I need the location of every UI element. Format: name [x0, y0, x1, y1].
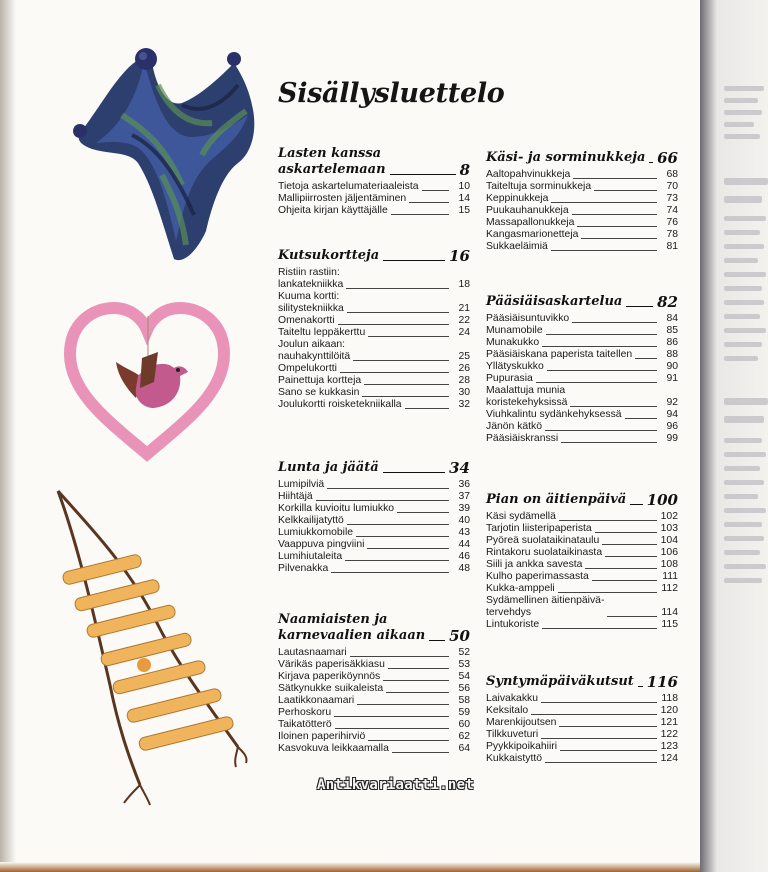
leader-line — [558, 592, 657, 593]
leader-line — [356, 536, 449, 537]
entry-title: Aaltopahvinukkeja — [486, 169, 571, 180]
leader-line — [350, 656, 449, 657]
section-heading[interactable] — [486, 150, 678, 166]
leader-line — [595, 532, 657, 533]
section-title: Käsi- ja sorminukkeja — [486, 150, 646, 165]
toc-entry[interactable] — [486, 385, 678, 409]
section-page-number: 16 — [449, 247, 470, 265]
leader-line — [383, 260, 445, 261]
entry-page-number: 10 — [458, 181, 470, 192]
entry-page-number: 28 — [458, 375, 470, 386]
entry-page-number: 59 — [458, 707, 470, 718]
toc-entry[interactable] — [486, 433, 678, 445]
entry-title: Kelkkailijatyttö — [278, 515, 344, 526]
entry-title: Kangasmarionetteja — [486, 229, 579, 240]
entry-page-number: 22 — [458, 315, 470, 326]
entry-page-number: 30 — [458, 387, 470, 398]
entry-title: Pääsiäisuntuvikko — [486, 313, 570, 324]
entry-title: Käsi sydämellä — [486, 511, 556, 522]
leader-line — [546, 334, 657, 335]
leader-line — [626, 306, 653, 307]
toc-entry[interactable] — [278, 719, 470, 731]
leader-line — [630, 504, 642, 505]
entry-title: Pääsiäiskana paperista taitellen — [486, 349, 633, 360]
entry-page-number: 115 — [661, 619, 678, 630]
entry-page-number: 54 — [458, 671, 470, 682]
leader-line — [397, 512, 449, 513]
entry-title: Viuhkalintu sydänkehyksessä — [486, 409, 622, 420]
toc-entry[interactable] — [278, 327, 470, 339]
heart-bird-illustration — [62, 302, 232, 462]
leader-line — [545, 762, 657, 763]
leader-line — [391, 214, 449, 215]
entry-title: Kukkaistyttö — [486, 753, 543, 764]
entry-page-number: 81 — [666, 241, 678, 252]
leader-line — [545, 430, 657, 431]
leader-line — [572, 322, 657, 323]
section-heading[interactable] — [278, 146, 470, 178]
entry-title: Omenakortti — [278, 315, 335, 326]
section-page-number: 100 — [646, 491, 678, 509]
toc-entry[interactable] — [278, 375, 470, 387]
entry-page-number: 120 — [660, 705, 678, 716]
leader-line — [338, 324, 449, 325]
toc-section — [278, 248, 470, 411]
entry-page-number: 64 — [458, 743, 470, 754]
entry-title: Ristiin rastiin: lankatekniikka — [278, 267, 344, 290]
toc-entry[interactable] — [486, 705, 678, 717]
leader-line — [536, 382, 657, 383]
leader-line — [422, 190, 449, 191]
leader-line — [368, 336, 449, 337]
marionette-illustration — [62, 45, 262, 275]
toc-entry[interactable] — [486, 193, 678, 205]
leader-line — [560, 750, 657, 751]
entry-title: Keksitalo — [486, 705, 529, 716]
toc-entry[interactable] — [486, 547, 678, 559]
entry-title: Sano se kukkasin — [278, 387, 360, 398]
entry-page-number: 73 — [666, 193, 678, 204]
entry-title: Siili ja ankka savesta — [486, 559, 583, 570]
entry-title: Munakukko — [486, 337, 540, 348]
entry-page-number: 14 — [458, 193, 470, 204]
entry-page-number: 58 — [458, 695, 470, 706]
toc-entry[interactable] — [278, 731, 470, 743]
toc-entry[interactable] — [486, 373, 678, 385]
entry-title: Tietoja askartelumateriaaleista — [278, 181, 419, 192]
toc-entry[interactable] — [278, 205, 470, 217]
entry-title: Taiteltu leppäkerttu — [278, 327, 366, 338]
entry-page-number: 76 — [666, 217, 678, 228]
leader-line — [602, 544, 657, 545]
entry-page-number: 15 — [458, 205, 470, 216]
leader-line — [386, 692, 449, 693]
toc-entry[interactable] — [278, 503, 470, 515]
toc-entry[interactable] — [486, 523, 678, 535]
entry-page-number: 32 — [458, 399, 470, 410]
leader-line — [551, 250, 657, 251]
toc-entry[interactable] — [278, 339, 470, 363]
toc-entry[interactable] — [486, 729, 678, 741]
entry-title: Tarjotin liisteripaperista — [486, 523, 592, 534]
entry-title: Taiteltuja sorminukkeja — [486, 181, 592, 192]
toc-entry[interactable] — [486, 325, 678, 337]
entry-title: Lumihiutaleita — [278, 551, 343, 562]
leader-line — [347, 524, 449, 525]
leader-line — [383, 472, 445, 473]
toc-entry[interactable] — [278, 659, 470, 671]
entry-page-number: 103 — [660, 523, 678, 534]
entry-page-number: 85 — [666, 325, 678, 336]
entry-page-number: 94 — [666, 409, 678, 420]
leader-line — [405, 408, 449, 409]
entry-title: Mallipiirrosten jäljentäminen — [278, 193, 407, 204]
entry-page-number: 112 — [661, 583, 678, 594]
toc-entry[interactable] — [486, 535, 678, 547]
entry-title: Perhoskoru — [278, 707, 332, 718]
entry-title: Painettuja kortteja — [278, 375, 362, 386]
section-title: Lunta ja jäätä — [278, 460, 379, 475]
entry-page-number: 108 — [660, 559, 678, 570]
entry-title: Pyöreä suolataikinataulu — [486, 535, 600, 546]
entry-title: Lumiukkomobile — [278, 527, 354, 538]
entry-page-number: 114 — [661, 607, 678, 618]
entry-title: Kuuma kortti: silitystekniikka — [278, 291, 344, 314]
leader-line — [334, 716, 449, 717]
toc-entry[interactable] — [278, 743, 470, 755]
toc-entry[interactable] — [278, 551, 470, 563]
section-title: Naamiaisten ja karnevaalien aikaan — [278, 612, 426, 643]
entry-page-number: 26 — [458, 363, 470, 374]
section-title: Kutsukortteja — [278, 248, 380, 263]
entry-page-number: 39 — [458, 503, 470, 514]
entry-page-number: 18 — [458, 279, 470, 290]
toc-entry[interactable] — [486, 619, 678, 631]
entry-page-number: 46 — [458, 551, 470, 562]
toc-entry[interactable] — [486, 583, 678, 595]
leader-line — [357, 704, 449, 705]
entry-page-number: 62 — [458, 731, 470, 742]
toc-entry[interactable] — [486, 205, 678, 217]
leader-line — [316, 500, 449, 501]
toc-entry[interactable] — [486, 229, 678, 241]
toc-entry[interactable] — [486, 717, 678, 729]
toc-entry[interactable] — [278, 181, 470, 193]
leader-line — [542, 628, 657, 629]
entry-title: Lintukoriste — [486, 619, 540, 630]
leader-line — [649, 162, 653, 163]
entry-title: Ohjeita kirjan käyttäjälle — [278, 205, 388, 216]
page-bottom-edge — [0, 862, 700, 872]
entry-page-number: 25 — [458, 351, 470, 362]
entry-page-number: 123 — [660, 741, 678, 752]
entry-title: Munamobile — [486, 325, 543, 336]
section-heading[interactable] — [278, 248, 470, 264]
toc-section — [486, 674, 678, 765]
entry-title: Iloinen paperihirviö — [278, 731, 366, 742]
entry-page-number: 56 — [458, 683, 470, 694]
leader-line — [594, 190, 657, 191]
entry-title: Kirjava paperiköynnös — [278, 671, 381, 682]
leader-line — [353, 360, 449, 361]
entry-page-number: 43 — [458, 527, 470, 538]
section-page-number: 8 — [459, 161, 470, 179]
toc-entry[interactable] — [486, 409, 678, 421]
entry-title: Ompelukortti — [278, 363, 337, 374]
entry-page-number: 84 — [666, 313, 678, 324]
toc-entry[interactable] — [278, 491, 470, 503]
leader-line — [542, 346, 657, 347]
rope-ladder-illustration — [48, 485, 248, 815]
toc-entry[interactable] — [278, 539, 470, 551]
entry-title: Kasvokuva leikkaamalla — [278, 743, 389, 754]
entry-page-number: 111 — [662, 571, 678, 582]
toc-entry[interactable] — [486, 753, 678, 765]
leader-line — [368, 740, 449, 741]
entry-page-number: 53 — [458, 659, 470, 670]
entry-title: Taikatötterö — [278, 719, 332, 730]
section-heading[interactable] — [486, 492, 678, 508]
leader-line — [607, 616, 657, 617]
entry-page-number: 74 — [666, 205, 678, 216]
leader-line — [570, 406, 657, 407]
entry-title: Hiihtäjä — [278, 491, 313, 502]
toc-entry[interactable] — [278, 315, 470, 327]
leader-line — [429, 640, 445, 641]
toc-entry[interactable] — [486, 241, 678, 253]
entry-title: Sydämellinen äitienpäivä- tervehdys — [486, 595, 605, 618]
leader-line — [573, 178, 657, 179]
entry-page-number: 86 — [666, 337, 678, 348]
toc-entry[interactable] — [486, 421, 678, 433]
entry-page-number: 68 — [666, 169, 678, 180]
toc-section — [278, 612, 470, 755]
section-page-number: 34 — [449, 459, 470, 477]
toc-entry[interactable] — [486, 169, 678, 181]
leader-line — [541, 702, 657, 703]
entry-title: Yllätyskukko — [486, 361, 544, 372]
leader-line — [635, 358, 657, 359]
toc-entry[interactable] — [486, 361, 678, 373]
section-title: Syntymäpäiväkutsut — [486, 674, 634, 689]
entry-title: Kukka-amppeli — [486, 583, 555, 594]
toc-entry[interactable] — [278, 267, 470, 291]
entry-title: Pilvenakka — [278, 563, 329, 574]
entry-title: Lumipilviä — [278, 479, 325, 490]
entry-page-number: 90 — [666, 361, 678, 372]
entry-page-number: 92 — [666, 397, 678, 408]
entry-page-number: 52 — [458, 647, 470, 658]
entry-page-number: 121 — [660, 717, 678, 728]
toc-entry[interactable] — [486, 337, 678, 349]
toc-entry[interactable] — [486, 511, 678, 523]
entry-title: Kulho paperimassasta — [486, 571, 589, 582]
leader-line — [592, 580, 657, 581]
leader-line — [581, 238, 657, 239]
toc-entry[interactable] — [486, 217, 678, 229]
leader-line — [364, 384, 449, 385]
section-title: Pian on äitienpäivä — [486, 492, 627, 507]
entry-page-number: 91 — [666, 373, 678, 384]
leader-line — [346, 288, 449, 289]
leader-line — [638, 686, 643, 687]
entry-title: Joulun aikaan: nauhakynttilöitä — [278, 339, 351, 362]
toc-entry[interactable] — [486, 595, 678, 619]
section-heading[interactable] — [278, 612, 470, 644]
entry-title: Pupurasia — [486, 373, 533, 384]
entry-page-number: 124 — [660, 753, 678, 764]
entry-title: Pyykkipoikahiiri — [486, 741, 558, 752]
next-page-edge — [700, 0, 768, 872]
section-title: Lasten kanssa askartelemaan — [278, 146, 386, 177]
leader-line — [541, 738, 657, 739]
entry-page-number: 122 — [660, 729, 678, 740]
page-gutter-shadow — [0, 0, 16, 872]
leader-line — [551, 202, 657, 203]
toc-entry[interactable] — [278, 683, 470, 695]
entry-page-number: 24 — [458, 327, 470, 338]
entry-page-number: 106 — [660, 547, 678, 558]
toc-entry[interactable] — [278, 671, 470, 683]
toc-section — [278, 460, 470, 575]
section-heading[interactable] — [486, 674, 678, 690]
toc-entry[interactable] — [486, 313, 678, 325]
entry-page-number: 60 — [458, 719, 470, 730]
entry-page-number: 36 — [458, 479, 470, 490]
toc-entry[interactable] — [486, 741, 678, 753]
entry-title: Korkilla kuvioitu lumiukko — [278, 503, 395, 514]
entry-page-number: 102 — [660, 511, 678, 522]
toc-entry[interactable] — [278, 291, 470, 315]
entry-title: Lautasnaamari — [278, 647, 347, 658]
toc-entry[interactable] — [278, 399, 470, 411]
entry-page-number: 21 — [458, 303, 470, 314]
toc-entry[interactable] — [486, 349, 678, 361]
leader-line — [331, 572, 449, 573]
entry-page-number: 48 — [458, 563, 470, 574]
entry-page-number: 88 — [666, 349, 678, 360]
section-heading[interactable] — [278, 460, 470, 476]
leader-line — [409, 202, 449, 203]
leader-line — [577, 226, 657, 227]
page-title: Sisällysluettelo — [278, 78, 505, 109]
entry-title: Sukkaeläimiä — [486, 241, 548, 252]
toc-entry[interactable] — [278, 563, 470, 575]
leader-line — [531, 714, 657, 715]
toc-entry[interactable] — [486, 181, 678, 193]
leader-line — [572, 214, 657, 215]
leader-line — [605, 556, 657, 557]
entry-page-number: 99 — [666, 433, 678, 444]
entry-title: Marenkijoutsen — [486, 717, 557, 728]
entry-title: Laatikkonaamari — [278, 695, 355, 706]
toc-entry[interactable] — [278, 707, 470, 719]
section-heading[interactable] — [486, 294, 678, 310]
leader-line — [340, 372, 449, 373]
entry-page-number: 78 — [666, 229, 678, 240]
entry-title: Maalattuja munia koristekehyksissä — [486, 385, 568, 408]
leader-line — [388, 668, 449, 669]
toc-entry[interactable] — [278, 527, 470, 539]
toc-section — [486, 150, 678, 253]
entry-page-number: 96 — [666, 421, 678, 432]
toc-section — [278, 146, 470, 217]
section-page-number: 116 — [646, 673, 678, 691]
watermark: Antikvariaatti.net — [317, 777, 475, 793]
leader-line — [335, 728, 449, 729]
toc-entry[interactable] — [278, 193, 470, 205]
entry-page-number: 37 — [458, 491, 470, 502]
toc-entry[interactable] — [278, 695, 470, 707]
entry-title: Tilkkuveturi — [486, 729, 539, 740]
leader-line — [347, 312, 449, 313]
entry-title: Jänön kätkö — [486, 421, 543, 432]
toc-entry[interactable] — [278, 363, 470, 375]
toc-section — [486, 294, 678, 445]
entry-title: Rintakoru suolataikinasta — [486, 547, 603, 558]
leader-line — [367, 548, 449, 549]
leader-line — [362, 396, 449, 397]
leader-line — [559, 726, 657, 727]
toc-entry[interactable] — [486, 559, 678, 571]
section-title: Pääsiäisaskartelua — [486, 294, 623, 309]
toc-entry[interactable] — [486, 571, 678, 583]
entry-page-number: 44 — [458, 539, 470, 550]
leader-line — [392, 752, 449, 753]
leader-line — [547, 370, 657, 371]
toc-entry[interactable] — [278, 647, 470, 659]
entry-page-number: 40 — [458, 515, 470, 526]
entry-page-number: 118 — [661, 693, 678, 704]
section-page-number: 82 — [657, 293, 678, 311]
leader-line — [345, 560, 449, 561]
entry-title: Keppinukkeja — [486, 193, 549, 204]
entry-title: Värikäs paperisäkkiasu — [278, 659, 385, 670]
leader-line — [625, 418, 657, 419]
section-page-number: 66 — [657, 149, 678, 167]
leader-line — [585, 568, 657, 569]
toc-entry[interactable] — [278, 515, 470, 527]
entry-title: Vaappuva pingviini — [278, 539, 365, 550]
leader-line — [327, 488, 449, 489]
entry-title: Joulukortti roisketekniikalla — [278, 399, 402, 410]
leader-line — [383, 680, 449, 681]
entry-title: Pääsiäiskranssi — [486, 433, 559, 444]
toc-entry[interactable] — [278, 479, 470, 491]
entry-title: Massapallonukkeja — [486, 217, 575, 228]
entry-page-number: 104 — [660, 535, 678, 546]
entry-title: Laivakakku — [486, 693, 538, 704]
entry-title: Sätkynukke suikaleista — [278, 683, 384, 694]
toc-entry[interactable] — [278, 387, 470, 399]
entry-page-number: 70 — [666, 181, 678, 192]
entry-title: Puukauhanukkeja — [486, 205, 569, 216]
toc-section — [486, 492, 678, 631]
toc-entry[interactable] — [486, 693, 678, 705]
leader-line — [390, 174, 456, 175]
section-page-number: 50 — [449, 627, 470, 645]
leader-line — [559, 520, 657, 521]
leader-line — [561, 442, 657, 443]
